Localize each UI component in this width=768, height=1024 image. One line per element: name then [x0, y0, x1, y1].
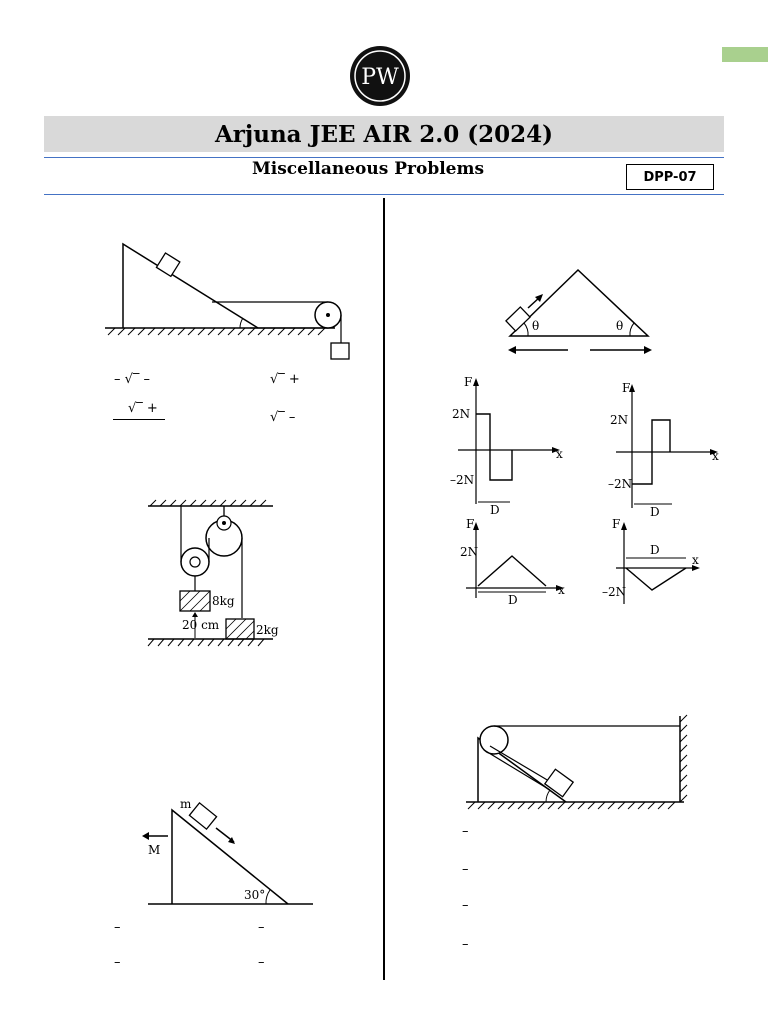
logo-text: PW	[361, 65, 399, 90]
pulley-masses-figure	[140, 498, 280, 648]
graph-a-force-axis: F	[464, 375, 473, 389]
graph-b-width: D	[650, 505, 660, 519]
graph-c-x-axis: x	[558, 583, 565, 597]
wall-pulley-figure	[462, 712, 692, 812]
graph-c-force-axis: F	[466, 517, 475, 531]
graph-d-width: D	[650, 543, 660, 557]
corner-tab	[722, 47, 768, 62]
title-bar	[44, 116, 724, 152]
section-title: Miscellaneous Problems	[251, 159, 485, 179]
force-graph-c	[456, 518, 576, 608]
graph-a-pos-level: 2N	[452, 407, 471, 421]
q3-option-c-mark: –	[114, 955, 121, 970]
column-divider	[383, 198, 385, 980]
incline-pulley-figure	[100, 238, 360, 368]
mass-b-label: 2kg	[256, 623, 279, 637]
triangle-block-figure	[500, 264, 660, 360]
pw-logo	[349, 45, 411, 107]
q6-option-c-mark: –	[462, 898, 469, 913]
q6-option-b-mark: –	[462, 862, 469, 877]
fraction-bar	[113, 419, 165, 420]
page-title: Arjuna JEE AIR 2.0 (2024)	[214, 120, 554, 148]
block-mass-label: m	[180, 797, 192, 811]
graph-b-force-axis: F	[622, 381, 631, 395]
force-graph-b	[606, 380, 726, 522]
graph-a-x-axis: x	[556, 447, 563, 461]
graph-d-x-axis: x	[692, 553, 699, 567]
bottom-rule	[44, 194, 724, 195]
sheet-code: DPP-07	[643, 169, 697, 185]
graph-d-force-axis: F	[612, 517, 621, 531]
graph-a-neg-level: –2N	[450, 473, 475, 487]
q1-option-a-mark: – √‾ –	[114, 372, 151, 387]
q1-option-d-mark: √‾ –	[270, 410, 296, 425]
q3-option-d-mark: –	[258, 955, 265, 970]
graph-c-width: D	[508, 593, 518, 607]
wedge-block-figure	[138, 796, 318, 908]
angle-right-label: θ	[616, 319, 624, 333]
gap-label: 20 cm	[182, 618, 220, 632]
mass-a-label: 8kg	[212, 594, 235, 608]
wedge-mass-label: M	[148, 843, 161, 857]
graph-a-width: D	[490, 503, 500, 517]
graph-d-neg-level: –2N	[602, 585, 627, 599]
sheet-code-badge	[626, 164, 714, 190]
q1-option-b-mark: √‾ +	[270, 372, 300, 387]
q6-option-d-mark: –	[462, 937, 469, 952]
q6-option-a-mark: –	[462, 824, 469, 839]
force-graph-a	[448, 374, 568, 516]
graph-c-pos-level: 2N	[460, 545, 479, 559]
graph-b-neg-level: –2N	[608, 477, 633, 491]
q3-option-b-mark: –	[258, 920, 265, 935]
graph-b-x-axis: x	[712, 449, 719, 463]
q1-option-c-mark: √‾ +	[128, 401, 158, 416]
graph-b-pos-level: 2N	[610, 413, 629, 427]
force-graph-d	[600, 518, 720, 610]
wedge-angle-label: 30°	[244, 888, 266, 902]
angle-left-label: θ	[532, 319, 540, 333]
q3-option-a-mark: –	[114, 920, 121, 935]
top-rule	[44, 157, 724, 158]
